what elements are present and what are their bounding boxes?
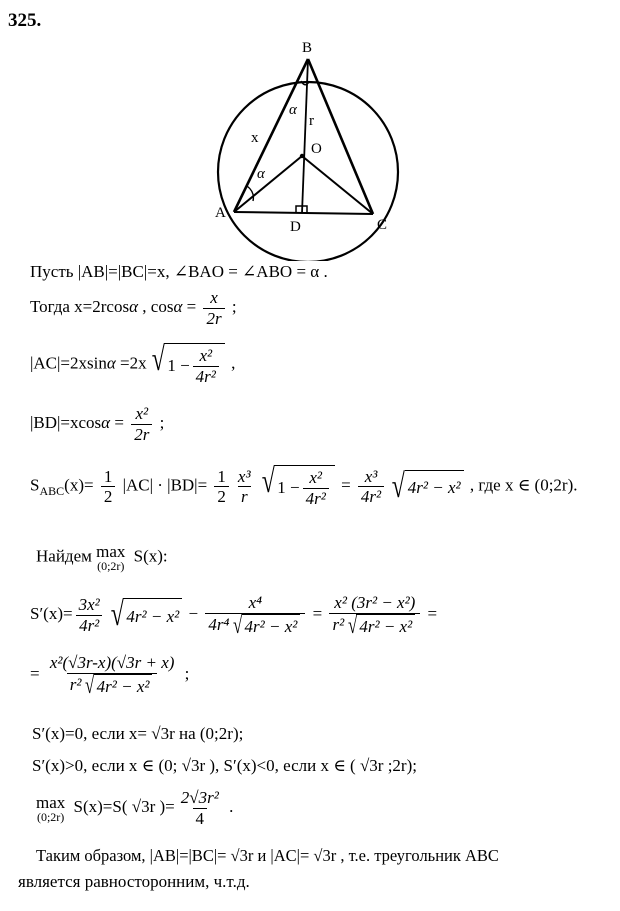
label-alpha-left: α <box>257 166 265 182</box>
segment-co <box>302 156 373 214</box>
line-11: max (0;2r) S(x)=S( √3r )= $\frac{\text{2√3r²}}{4}$ . <box>36 788 234 828</box>
circumcircle <box>218 82 398 261</box>
line-5: $S_{ABC}(x)=$ $\frac{1}{2}$ |AC| · |BD|= $\frac{1}{2}$ $\frac{\text{x³}}{r}$ √ 1 − $\frac{\text{x²}}{\text{4r²}}$ = $\frac{\text{x³}}{\text{4r²}}$ √ 4r² − x² , где x ∈ (0;2r). <box>30 463 578 508</box>
label-x: x <box>251 130 259 146</box>
line-10: S′(x)>0, если x ∈ (0; √3r ), S′(x)<0, если x ∈ ( √3r ;2r); <box>32 756 417 775</box>
line-13: является равносторонним, ч.т.д. <box>18 872 250 891</box>
problem-number: 325. <box>8 10 42 31</box>
label-a: A <box>215 205 226 221</box>
geometry-figure <box>205 36 415 261</box>
line-4: |BD|=xcosα = $\frac{\text{x²}}{2r}$ ; <box>30 404 165 444</box>
line-8: = x²(√3r-x)(√3r + x) r² √ 4r² − x² ; <box>30 653 190 699</box>
fraction: $\frac{x}{2r}$ <box>203 288 224 328</box>
label-alpha-top: α <box>289 102 297 118</box>
radical: √ 1 − $\frac{\text{x²}}{\text{4r²}}$ <box>149 343 225 386</box>
line-12: Таким образом, |AB|=|BC|= √3r и |AC|= √3r , т.е. треугольник ABC <box>36 846 499 865</box>
label-c: C <box>377 217 388 233</box>
side-ac <box>234 212 373 214</box>
side-ab <box>234 59 308 212</box>
label-r: r <box>309 113 314 129</box>
label-b: B <box>302 40 313 56</box>
label-o: O <box>311 141 322 157</box>
line-7: S′(x)= $\frac{\text{3x²}}{\text{4r²}}$ √ 4r² − x² − x⁴ 4r⁴ √ 4r² − x² = x² (3r² − x²) r² √ 4r² − x² = <box>30 593 438 639</box>
line-1: Пусть |AB|=|BC|=x, ∠BAO = ∠ABO = α . <box>30 262 328 281</box>
segment-ao <box>234 156 302 212</box>
line-9: S′(x)=0, если x= √3r на (0;2r); <box>32 724 244 743</box>
label-d: D <box>290 219 301 235</box>
point-o <box>300 154 304 158</box>
side-bc <box>308 59 373 214</box>
line-6: Найдем max (0;2r) S(x): <box>36 542 168 573</box>
line-2: Тогда x=2rcosα , cosα = $\frac{x}{2r}$ ; <box>30 288 237 328</box>
line-3: |AC|=2xsinα =2x √ 1 − $\frac{\text{x²}}{\text{4r²}}$ , <box>30 341 236 386</box>
